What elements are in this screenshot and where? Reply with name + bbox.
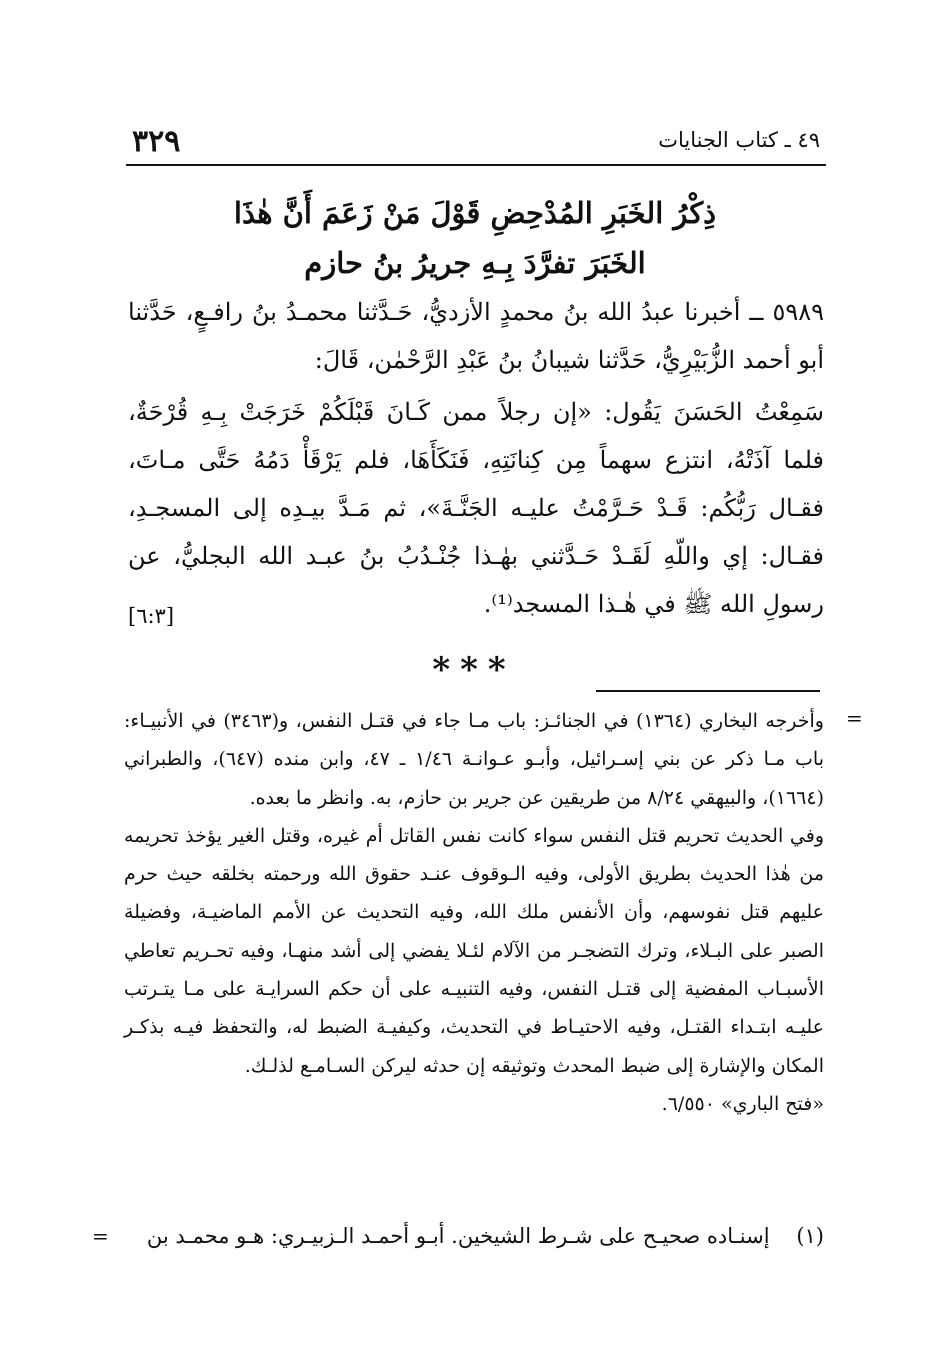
reference-mark: [٦:٣]: [128, 604, 175, 628]
hadith-matn: [128, 388, 824, 628]
footnote-1-text: إسنـاده صحيـح على شـرط الشيخين. أبـو أحمـد الـزبيـري: هـو محمـد بن: [146, 1224, 770, 1248]
footnote-1: [130, 1224, 824, 1248]
footnote-paragraph-2: وفي الحديث تحريم قتل النفس سواء كانت نفس القاتل أم غيره، وقتل الغير يؤخذ تحريمه من هٰذا الحديث بطريق الأولى، وفيه الـوقوف عنـد حقوق الله ورحمته بخلقه حيث حرم عليهم قتل نفوسهم، وأن الأنفس ملك الله، وفيه التحديث عن الأمم الماضيـة، وفضيلة الصبر على البـلاء، وترك التضجـر من الآلام لئـلا يفضي إلى أشد منهـا، وفيه تحـريم تعاطي الأسبـاب المفضية إلى قتـل النفس، وفيه التنبيـه على أن حكم السرايـة على مـا يتـرتب عليـه ابتـداء القتـل، وفيه الاحتيـاط في التحديث، وكيفيـة الضبط له، والتحفظ فيـه بذكـر المكان والإشارة إلى ضبط المحدث وتوثيقه إن حدثه ليركن السـامـع لذلـك.: [124, 824, 824, 1077]
header-rule: [126, 164, 826, 166]
running-header: ٤٩ ـ كتاب الجنايات: [658, 128, 820, 152]
hadith-paragraph-2: سَمِعْتُ الحَسَنَ يَقُول: «إن رجلاً ممن كَـانَ قَبْلَكُمْ خَرَجَتْ بِـهِ قُرْحَةٌ، فلما آذَتْهُ، انتزع سهماً مِن كِنانَتِهِ، فَنَكَأَهَا، فلم يَرْقَأْ دَمُهُ حَتَّى مـاتَ، فقـال رَبُّكُم: قَـدْ حَـرَّمْتُ عليـه الجَنَّـةَ»، ثم مَـدَّ بيـدِه إلى المسجـدِ، فقـال: إي واللّهِ لَقَـدْ حَـدَّثني بهٰـذا جُنْـدُبُ بنُ عبـد الله البجليُّ، عن رسولِ الله ﷺ في هٰـذا المسجد⁽¹⁾.: [128, 398, 824, 618]
footnote-rule: [596, 690, 820, 692]
section-separator: ***: [432, 650, 516, 690]
section-title-line-2: الخَبَرَ تفرَّدَ بِـهِ جريرُ بنُ حازم: [304, 246, 646, 280]
hadith-paragraph-1: ٥٩٨٩ ــ أخبرنا عبدُ الله بنُ محمدٍ الأزديُّ، حَـدَّثنا محمـدُ بنُ رافـعٍ، حَدَّثنا أبو أحمد الزُّبَيْرِيُّ، حَدَّثنا شيبانُ بنُ عَبْدِ الرَّحْمٰن، قَالَ:: [128, 298, 824, 374]
footnote-paragraph-1: وأخرجه البخاري (١٣٦٤) في الجنائـز: باب مـا جاء في قتـل النفس، و(٣٤٦٣) في الأنبيـاء: باب مـا ذكر عن بني إسـرائيل، وأبـو عـوانـة ١/٤٦ ـ ٤٧، وابن منده (٦٤٧)، والطبراني (١٦٦٤)، والبيهقي ٨/٢٤ من طريقين عن جرير بن حازم، به. وانظر ما بعده.: [124, 710, 824, 809]
footnote-paragraph-3: «فتح الباري» ٦/٥٥٠.: [661, 1092, 824, 1115]
continuation-mark-bottom: =: [92, 1224, 109, 1248]
continuation-mark-top: =: [846, 706, 863, 730]
section-title-line-1: ذِكْرُ الخَبَرِ المُدْحِضِ قَوْلَ مَنْ زَعَمَ أَنَّ هٰذَا: [233, 196, 717, 230]
footnote-1-number: (١): [796, 1224, 824, 1248]
page-number: ٣٢٩: [132, 124, 181, 159]
footnote-block: [124, 702, 824, 1123]
hadith-isnad: [128, 288, 824, 384]
